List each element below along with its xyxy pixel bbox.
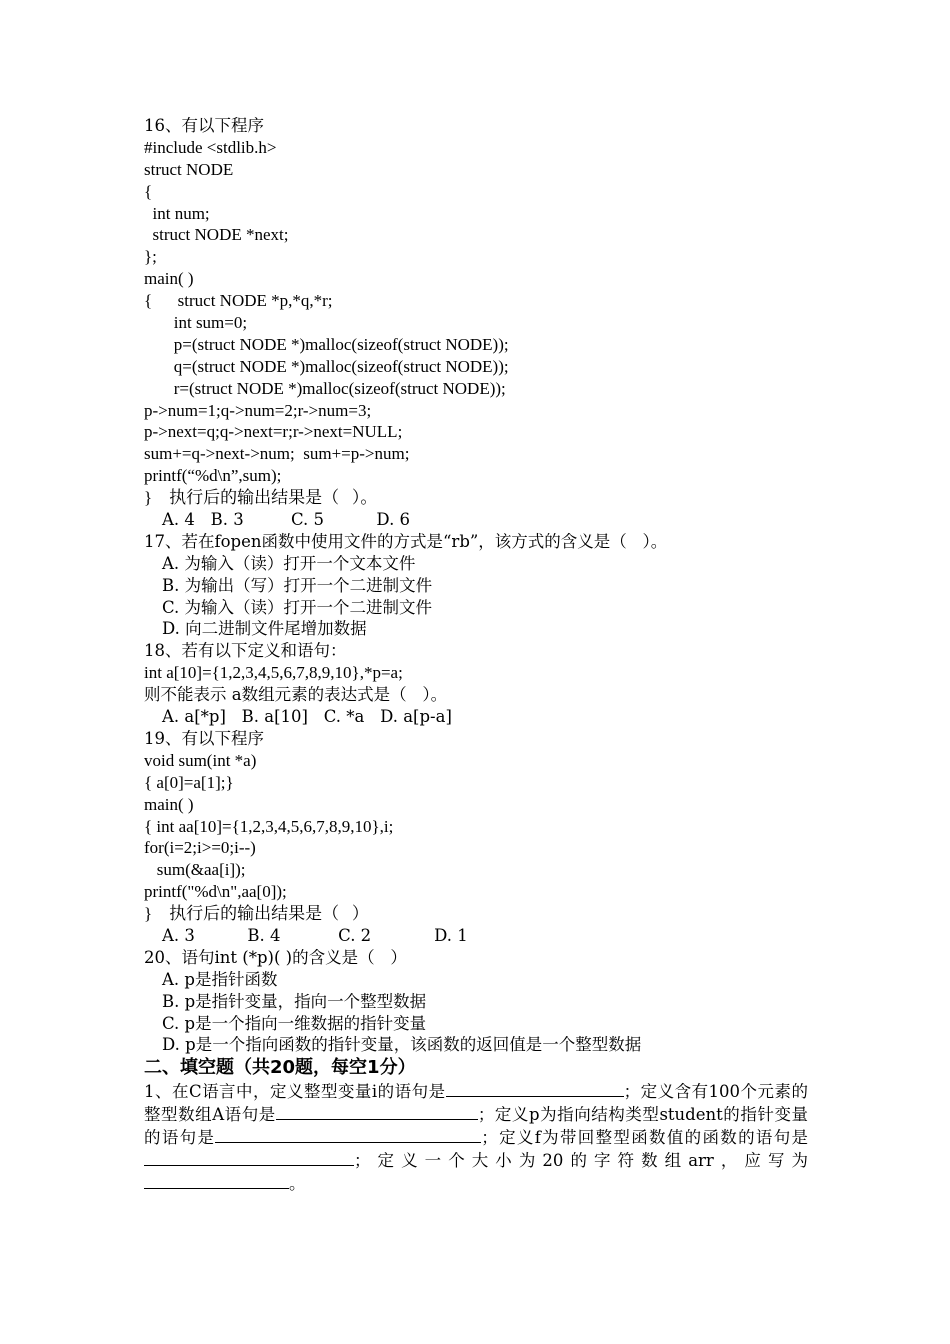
answer-blank[interactable] bbox=[276, 1103, 478, 1120]
q16-code-line: { bbox=[144, 181, 153, 201]
q16-code-line: p->next=q;q->next=r;r->next=NULL; bbox=[144, 422, 403, 442]
q16-code-line: struct NODE bbox=[144, 159, 234, 179]
fill1-text: ；定义含有100个元素的整型数组A语句是 bbox=[144, 1082, 808, 1125]
q17-option-d: D. 向二进制文件尾增加数据 bbox=[162, 619, 367, 639]
q18-question-line: 则不能表示 a数组元素的表达式是（ ）。 bbox=[144, 685, 448, 705]
q19-code-line: } 执行后的输出结果是（ ） bbox=[144, 904, 369, 924]
q18-title: 18、若有以下定义和语句： bbox=[144, 641, 347, 661]
q20-option-d: D. p是一个指向函数的指针变量，该函数的返回值是一个整型数据 bbox=[162, 1035, 642, 1055]
q16-code-line: } 执行后的输出结果是（ ）。 bbox=[144, 488, 378, 508]
q19-code-line: { int aa[10]={1,2,3,4,5,6,7,8,9,10},i; bbox=[144, 816, 394, 836]
q18-options: A. a[*p] B. a[10] C. *a D. a[p-a] bbox=[162, 707, 452, 727]
q16-code-line: struct NODE *next; bbox=[144, 225, 289, 245]
q16-code-line: #include <stdlib.h> bbox=[144, 137, 277, 157]
q20-option-b: B. p是指针变量，指向一个整型数据 bbox=[162, 991, 427, 1011]
q19-title: 19、有以下程序 bbox=[144, 728, 264, 748]
q19-code-line: sum(&aa[i]); bbox=[144, 860, 246, 880]
q16-code-line: r=(struct NODE *)malloc(sizeof(struct NODE)); bbox=[144, 378, 506, 398]
fill1-text: 。 bbox=[289, 1174, 306, 1194]
q17-title: 17、若在fopen函数中使用文件的方式是“rb”，该方式的含义是（ ）。 bbox=[144, 531, 668, 551]
q17-option-b: B. 为输出（写）打开一个二进制文件 bbox=[162, 575, 433, 595]
fill1-text: ；定义一个大小为20的字符数组arr，应写为 bbox=[354, 1151, 808, 1171]
q19-options: A. 3 B. 4 C. 2 D. 1 bbox=[162, 925, 468, 945]
q16-code-line: int num; bbox=[144, 203, 210, 223]
q20-option-a: A. p是指针函数 bbox=[162, 969, 278, 989]
q19-code-line: main( ) bbox=[144, 794, 194, 814]
q17-option-a: A. 为输入（读）打开一个文本文件 bbox=[162, 553, 416, 573]
answer-blank[interactable] bbox=[446, 1080, 624, 1097]
q16-code-line: int sum=0; bbox=[144, 313, 248, 333]
q16-code-line: }; bbox=[144, 247, 157, 267]
q20-title: 20、语句int (*p)( )的含义是（ ） bbox=[144, 947, 407, 967]
q16-code-line: { struct NODE *p,*q,*r; bbox=[144, 291, 333, 311]
q16-code-line: p=(struct NODE *)malloc(sizeof(struct NODE)); bbox=[144, 334, 509, 354]
q19-code-line: void sum(int *a) bbox=[144, 750, 257, 770]
q16-code-line: sum+=q->next->num; sum+=p->num; bbox=[144, 444, 410, 464]
q16-title: 16、有以下程序 bbox=[144, 116, 264, 135]
document-content bbox=[144, 115, 814, 1195]
answer-blank[interactable] bbox=[144, 1172, 289, 1189]
q19-code-line: { a[0]=a[1];} bbox=[144, 772, 234, 792]
q19-code-line: printf("%d\n",aa[0]); bbox=[144, 882, 287, 902]
q20-option-c: C. p是一个指向一维数据的指针变量 bbox=[162, 1013, 427, 1033]
q16-code-line: main( ) bbox=[144, 269, 194, 289]
q18-code-line: int a[10]={1,2,3,4,5,6,7,8,9,10},*p=a; bbox=[144, 663, 403, 683]
fill1-text: ；定义f为带回整型函数值的函数的语句是 bbox=[481, 1128, 809, 1148]
answer-blank[interactable] bbox=[144, 1149, 354, 1166]
fill1-text: ；定义p为指向结构类型student的指针变量的语句是 bbox=[144, 1105, 809, 1148]
q16-code-line: p->num=1;q->num=2;r->num=3; bbox=[144, 400, 372, 420]
q16-options: A. 4 B. 3 C. 5 D. 6 bbox=[162, 510, 411, 530]
q17-option-c: C. 为输入（读）打开一个二进制文件 bbox=[162, 597, 433, 617]
q19-code-line: for(i=2;i>=0;i--) bbox=[144, 838, 256, 858]
section-heading: 二、填空题（共20题，每空1分） bbox=[144, 1057, 416, 1079]
answer-blank[interactable] bbox=[215, 1126, 481, 1143]
q16-code-line: q=(struct NODE *)malloc(sizeof(struct NODE)); bbox=[144, 356, 509, 376]
fill1-text: 1、在C语言中，定义整型变量i的语句是 bbox=[144, 1082, 446, 1102]
q16-code-line: printf(“%d\n”,sum); bbox=[144, 466, 282, 486]
fill-in-question-1 bbox=[144, 1080, 808, 1195]
